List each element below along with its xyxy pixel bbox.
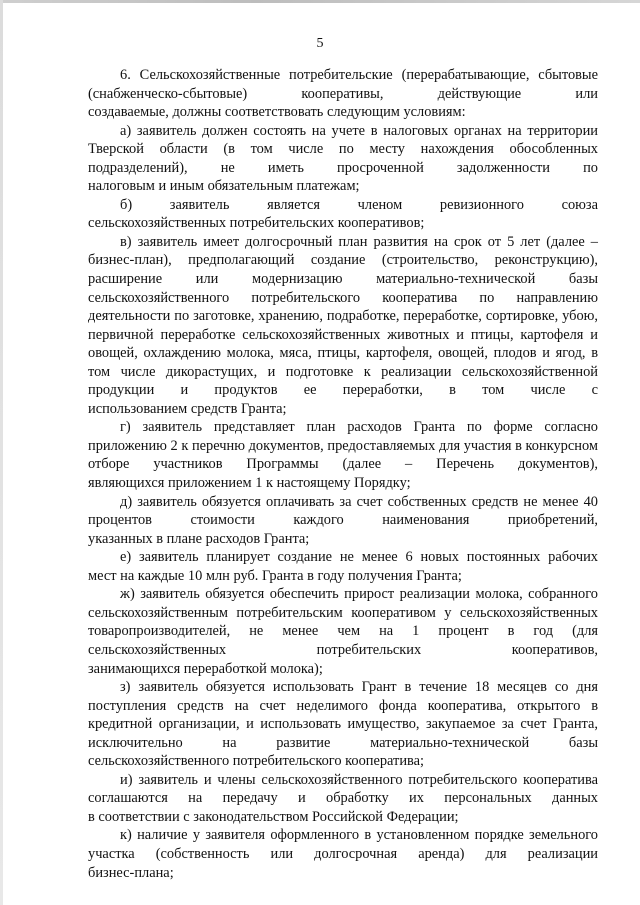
paragraph-6: 6. Сельскохозяйственные потребительские (перерабатывающие, сбытовые (снабженческо-сбытовые) кооперативы, действующие или создаваемые, должны соответствовать следующим условиям: xyxy=(88,67,598,121)
paragraph-a: а) заявитель должен состоять на учете в налоговых органах на территории Тверской области (в том числе по месту нахождения обособленных подразделений), не иметь просроченной задолженности по налоговым и иным обязательным платежам; xyxy=(88,122,598,195)
paragraph-i: и) заявитель и члены сельскохозяйственного потребительского кооператива соглашаются на передачу и обработку их персональных данных в соответствии с законодательством Российской Федерации; xyxy=(88,771,598,825)
document-body xyxy=(88,66,598,882)
paragraph-g: г) заявитель представляет план расходов Гранта по форме согласно приложению 2 к перечню документов, предоставляемых для участия в конкурсном отборе участников Программы (далее – Перечень документов), являющихся приложением 1 к настоящему Порядку; xyxy=(88,419,598,492)
scan-edge-left xyxy=(0,0,3,905)
paragraph-zh: ж) заявитель обязуется обеспечить прирост реализации молока, собранного сельскохозяйственным потребительским кооперативом у сельскохозяйственных товаропроизводителей, не менее чем на 1 процент в год (для сельскохозяйственных потребительских кооперативов, занимающихся переработкой молока); xyxy=(88,586,598,677)
paragraph-k: к) наличие у заявителя оформленного в установленном порядке земельного участка (собственность или долгосрочная аренда) для реализации бизнес-плана; xyxy=(88,827,598,881)
paragraph-d: д) заявитель обязуется оплачивать за счет собственных средств не менее 40 процентов стоимости каждого наименования приобретений, указанных в плане расходов Гранта; xyxy=(88,493,598,547)
paragraph-z: з) заявитель обязуется использовать Грант в течение 18 месяцев со дня поступления средств на счет неделимого фонда кооператива, открытого в кредитной организации, и использовать имущество, закупаемое за счет Гранта, исключительно на развитие материально-технической базы сельскохозяйственного потребительского кооператива; xyxy=(88,679,598,770)
paragraph-b: б) заявитель является членом ревизионного союза сельскохозяйственных потребительских кооперативов; xyxy=(88,196,598,232)
scan-edge-top xyxy=(0,0,640,3)
page-number: 5 xyxy=(316,36,324,51)
paragraph-v: в) заявитель имеет долгосрочный план развития на срок от 5 лет (далее – бизнес-план), предполагающий создание (строительство, реконструкцию), расширение или модернизацию материально-технической базы сельскохозяйственного потребительского кооператива по направлению деятельности по заготовке, хранению, подработке, переработке, сортировке, убою, первичной переработке сельскохозяйственных животных и птицы, картофеля и овощей, охлаждению молока, мяса, птицы, картофеля, овощей, плодов и ягод, в том числе дикорастущих, и подготовке к реализации сельскохозяйственной продукции и продуктов ее переработки, в том числе с использованием средств Гранта; xyxy=(88,233,598,417)
paragraph-e: е) заявитель планирует создание не менее 6 новых постоянных рабочих мест на каждые 10 млн руб. Гранта в году получения Гранта; xyxy=(88,549,598,584)
